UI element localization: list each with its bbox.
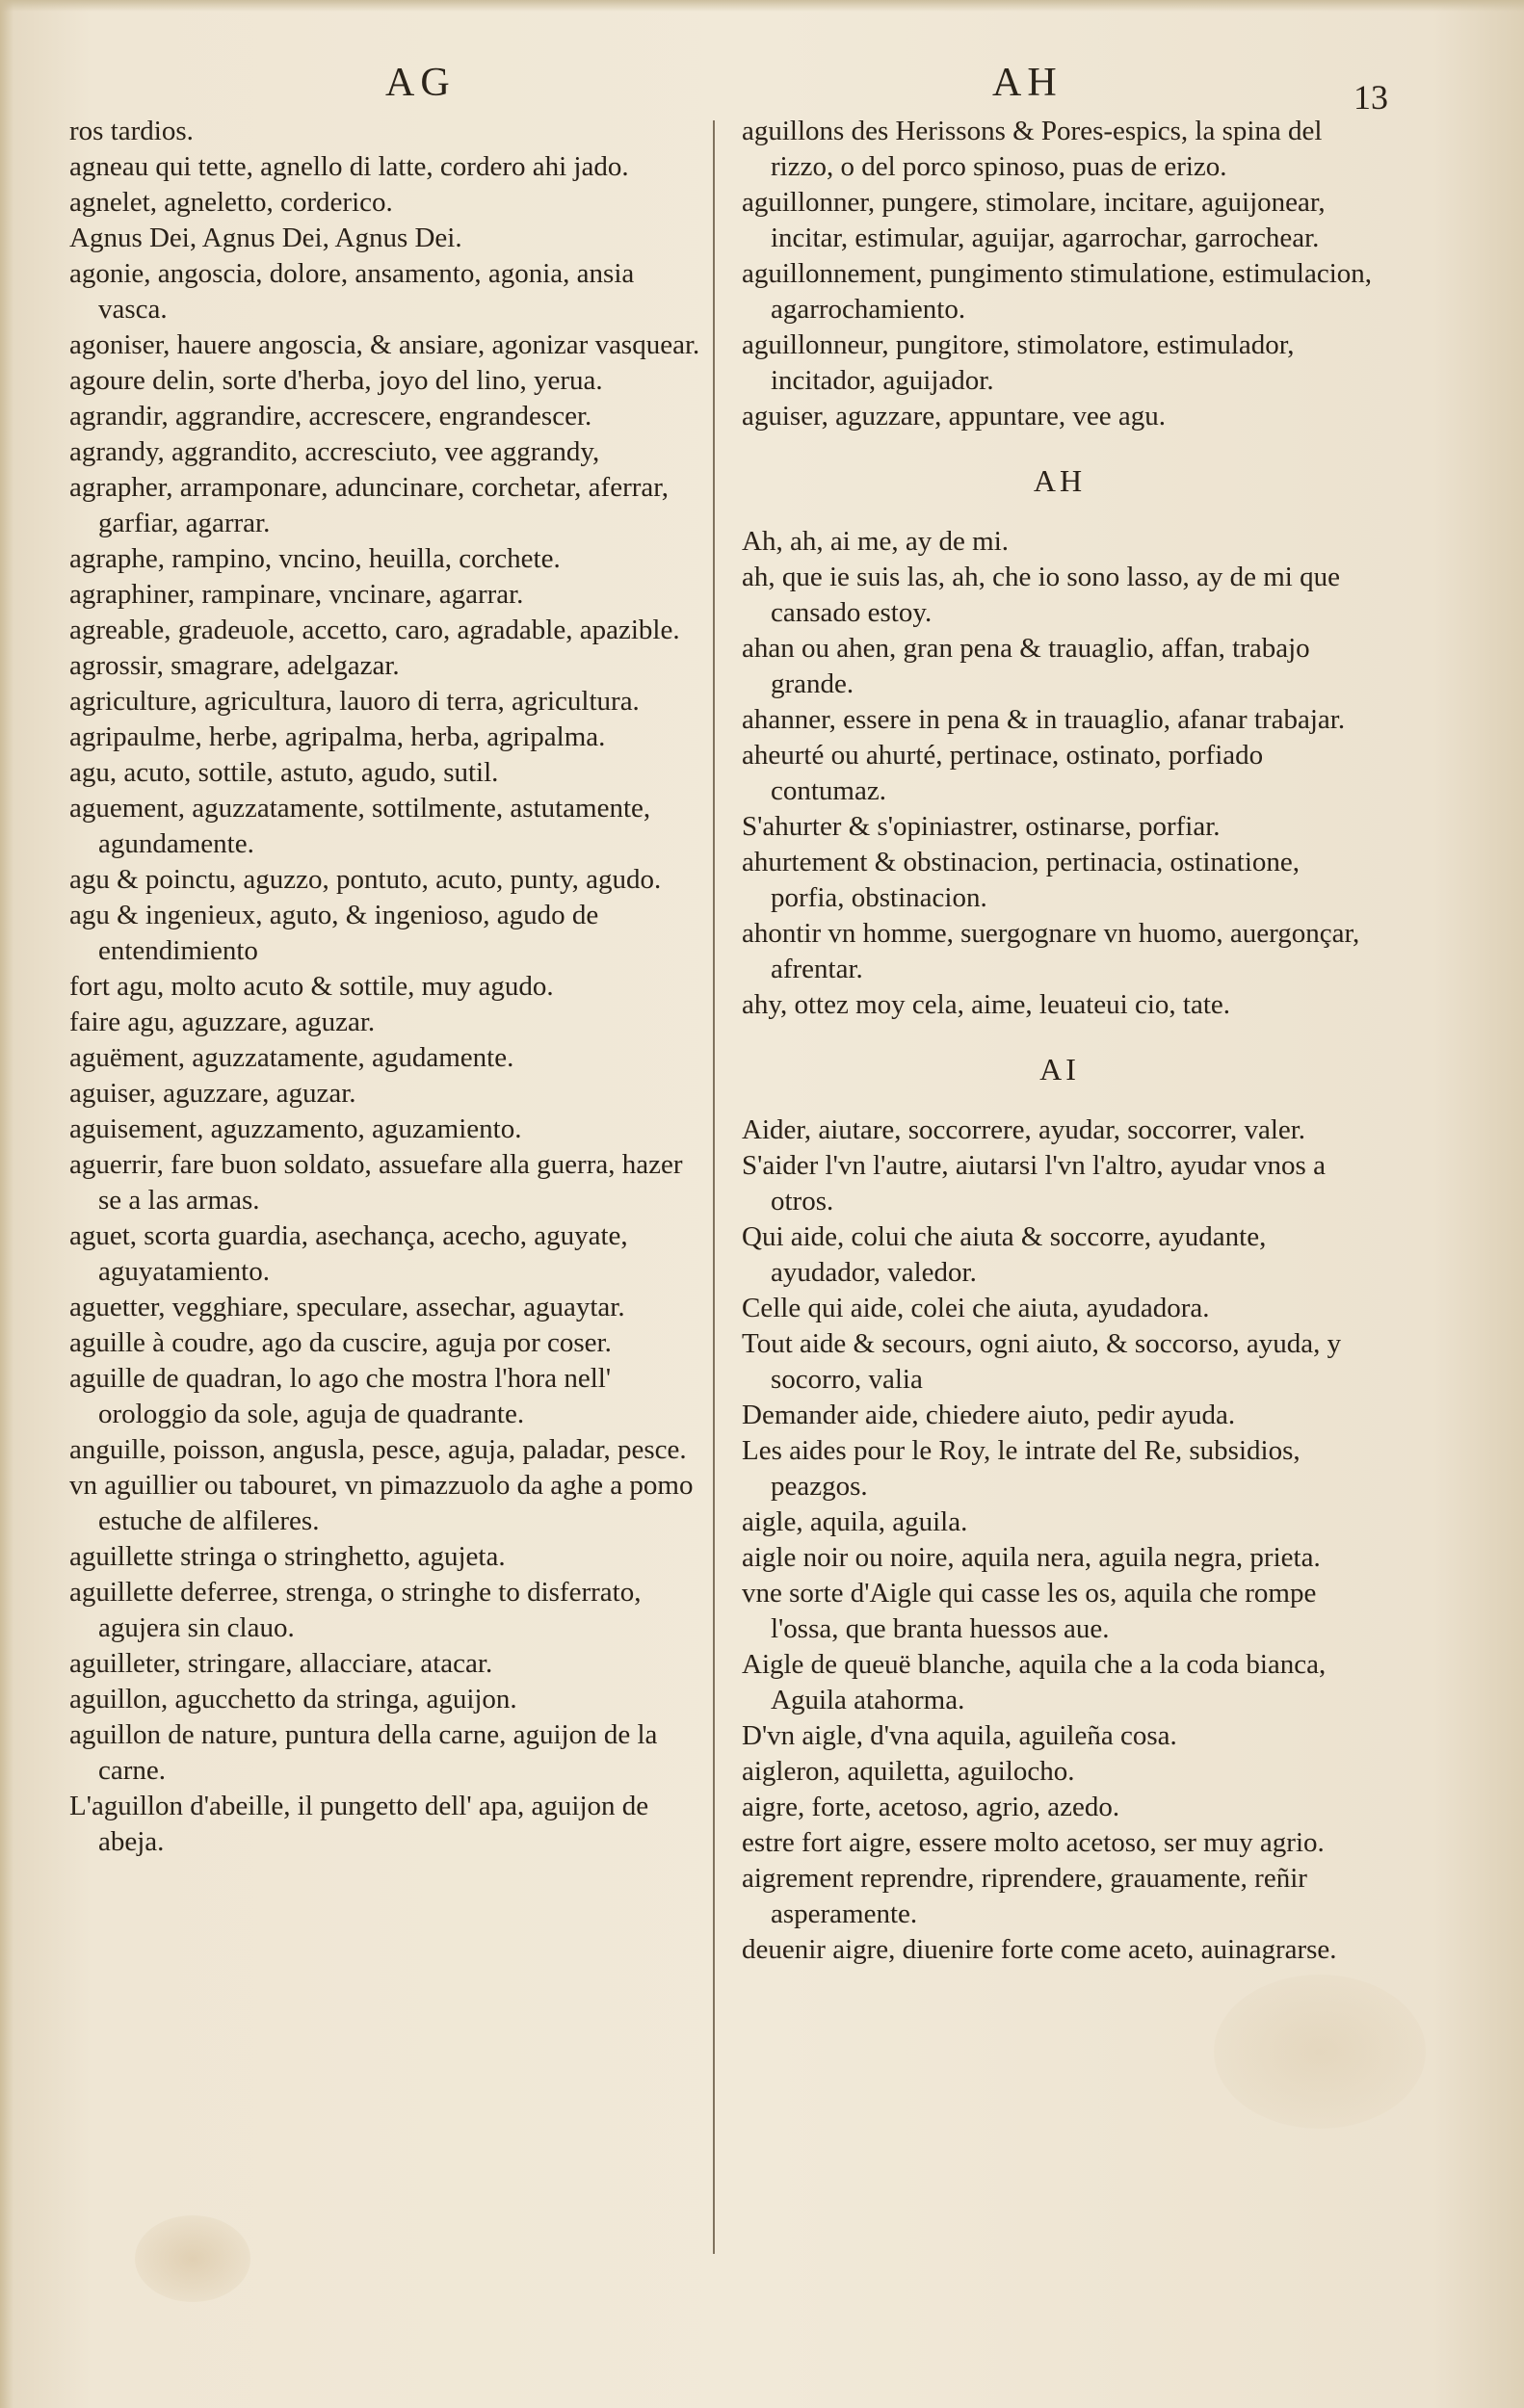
dictionary-entry: aguillon de nature, puntura della carne, aguijon de la carne. <box>69 1719 658 1786</box>
dictionary-entry: L'aguillon d'abeille, il pungetto dell' apa, aguijon de abeja. <box>69 1791 649 1857</box>
dictionary-entry: aguillette stringa o stringhetto, agujeta. <box>69 1541 506 1572</box>
dictionary-entry: Qui aide, colui che aiuta & soccorre, ayudante, ayudador, valedor. <box>742 1221 1267 1288</box>
dictionary-entry: Agnus Dei, Agnus Dei, Agnus Dei. <box>69 222 462 253</box>
dictionary-entry: Tout aide & secours, ogni aiuto, & soccorso, ayuda, y socorro, valia <box>742 1328 1342 1395</box>
dictionary-entry: aguement, aguzzatamente, sottilmente, astutamente, agundamente. <box>69 793 651 859</box>
dictionary-entry: aheurté ou ahurté, pertinace, ostinato, porfiado contumaz. <box>742 740 1264 806</box>
dictionary-entry: aguillon, agucchetto da stringa, aguijon. <box>69 1684 517 1714</box>
section-heading-ai: AI <box>1039 1052 1080 1086</box>
dictionary-entry: estre fort aigre, essere molto acetoso, ser muy agrio. <box>742 1827 1325 1858</box>
dictionary-entry: agripaulme, herbe, agripalma, herba, agripalma. <box>69 721 606 752</box>
dictionary-entry: Aider, aiutare, soccorrere, ayudar, soccorrer, valer. <box>742 1114 1306 1145</box>
dictionary-entry: ahan ou ahen, gran pena & trauaglio, affan, trabajo grande. <box>742 633 1310 699</box>
dictionary-entry: agonie, angoscia, dolore, ansamento, agonia, ansia vasca. <box>69 258 635 325</box>
dictionary-entry: agraphiner, rampinare, vncinare, agarrar. <box>69 579 524 610</box>
dictionary-entry: S'ahurter & s'opiniastrer, ostinarse, porfiar. <box>742 811 1221 842</box>
dictionary-entry: vn aguillier ou tabouret, vn pimazzuolo da aghe a pomo estuche de alfileres. <box>69 1470 694 1536</box>
dictionary-entry: agriculture, agricultura, lauoro di terra, agricultura. <box>69 686 640 717</box>
paper-stain <box>1214 1975 1426 2129</box>
dictionary-entry: aguillette deferree, strenga, o stringhe to disferrato, agujera sin clauo. <box>69 1577 642 1643</box>
dictionary-entry: agu & ingenieux, aguto, & ingenioso, agudo de entendimiento <box>69 900 599 966</box>
dictionary-entry: agoure delin, sorte d'herba, joyo del lino, yerua. <box>69 365 603 396</box>
dictionary-entry: agrandir, aggrandire, accrescere, engrandescer. <box>69 401 592 432</box>
dictionary-entry: ahanner, essere in pena & in trauaglio, afanar trabajar. <box>742 704 1346 735</box>
dictionary-entry: aigle, aquila, aguila. <box>742 1506 968 1537</box>
dictionary-entry: aguillonneur, pungitore, stimolatore, estimulador, incitador, aguijador. <box>742 329 1295 396</box>
dictionary-entry: aguillonner, pungere, stimolare, incitare, aguijonear, incitar, estimular, aguijar, agarrochar, garrochear. <box>742 187 1326 253</box>
dictionary-entry: Aigle de queuë blanche, aquila che a la coda bianca, Aguila atahorma. <box>742 1649 1327 1715</box>
dictionary-entry: aigle noir ou noire, aquila nera, aguila negra, prieta. <box>742 1542 1321 1573</box>
dictionary-entry: aigrement reprendre, riprendere, grauamente, reñir asperamente. <box>742 1863 1307 1929</box>
running-head-left: AG <box>385 61 456 105</box>
dictionary-entry: aguet, scorta guardia, asechança, acecho, aguyate, aguyatamiento. <box>69 1220 628 1287</box>
dictionary-entry: vne sorte d'Aigle qui casse les os, aquila che rompe l'ossa, que branta huessos aue. <box>742 1578 1317 1644</box>
page-edge-left <box>0 0 13 2408</box>
page-edge-top <box>0 0 1524 12</box>
dictionary-entry: ahontir vn homme, suergognare vn huomo, auergonçar, afrentar. <box>742 918 1360 984</box>
dictionary-entry: faire agu, aguzzare, aguzar. <box>69 1007 376 1037</box>
dictionary-entry: aguetter, vegghiare, speculare, assechar, aguaytar. <box>69 1292 625 1322</box>
dictionary-entry: agreable, gradeuole, accetto, caro, agradable, apazible. <box>69 615 680 645</box>
page-number: 13 <box>1353 78 1388 117</box>
dictionary-entry: aguille de quadran, lo ago che mostra l'hora nell' orologgio da sole, aguja de quadrante. <box>69 1363 612 1429</box>
dictionary-entry: aguille à coudre, ago da cuscire, aguja por coser. <box>69 1327 612 1358</box>
section-ah-entries <box>742 524 1378 1023</box>
dictionary-entry: aguëment, aguzzatamente, agudamente. <box>69 1042 514 1073</box>
dictionary-entry: agrossir, smagrare, adelgazar. <box>69 650 400 681</box>
dictionary-entry: Celle qui aide, colei che aiuta, ayudadora. <box>742 1293 1210 1323</box>
dictionary-entry: aguiser, aguzzare, aguzar. <box>69 1078 356 1109</box>
dictionary-entry: aguisement, aguzzamento, aguzamiento. <box>69 1113 522 1144</box>
dictionary-entry: agnelet, agneletto, corderico. <box>69 187 393 218</box>
dictionary-entry: deuenir aigre, diuenire forte come aceto, auinagrarse. <box>742 1934 1337 1965</box>
right-column <box>742 114 1378 1968</box>
dictionary-entry: S'aider l'vn l'autre, aiutarsi l'vn l'altro, ayudar vnos a otros. <box>742 1150 1326 1217</box>
dictionary-entry: ahy, ottez moy cela, aime, leuateui cio, tate. <box>742 989 1231 1020</box>
column-divider <box>713 120 715 2254</box>
dictionary-entry: agrapher, arramponare, aduncinare, corchetar, aferrar, garfiar, agarrar. <box>69 472 670 538</box>
dictionary-entry: agneau qui tette, agnello di latte, cordero ahi jado. <box>69 151 629 182</box>
dictionary-entry: aguillons des Herissons & Pores-espics, la spina del rizzo, o del porco spinoso, puas de erizo. <box>742 116 1323 182</box>
dictionary-entry: ah, que ie suis las, ah, che io sono lasso, ay de mi que cansado estoy. <box>742 562 1340 628</box>
dictionary-entry: fort agu, molto acuto & sottile, muy agudo. <box>69 971 554 1002</box>
dictionary-entry: agoniser, hauere angoscia, & ansiare, agonizar vasquear. <box>69 329 700 360</box>
section-ai-entries <box>742 1112 1378 1968</box>
section-heading-ah: AH <box>1033 463 1087 498</box>
dictionary-entry: Demander aide, chiedere aiuto, pedir ayuda. <box>742 1400 1236 1430</box>
left-column <box>69 114 705 1860</box>
dictionary-entry: aguerrir, fare buon soldato, assuefare alla guerra, hazer se a las armas. <box>69 1149 683 1216</box>
dictionary-entry: ros tardios. <box>69 116 194 146</box>
dictionary-entry: aguiser, aguzzare, appuntare, vee agu. <box>742 401 1167 432</box>
right-column-continuation <box>742 114 1378 434</box>
running-head-right: AH <box>992 61 1063 105</box>
dictionary-entry: aigleron, aquiletta, aguilocho. <box>742 1756 1075 1787</box>
dictionary-entry: agu, acuto, sottile, astuto, agudo, sutil. <box>69 757 499 788</box>
dictionary-entry: ahurtement & obstinacion, pertinacia, ostinatione, porfia, obstinacion. <box>742 847 1301 913</box>
dictionary-entry: agrandy, aggrandito, accresciuto, vee aggrandy, <box>69 436 600 467</box>
dictionary-entry: aguilleter, stringare, allacciare, atacar. <box>69 1648 493 1679</box>
dictionary-entry: aigre, forte, acetoso, agrio, azedo. <box>742 1792 1120 1822</box>
dictionary-entry: agu & poinctu, aguzzo, pontuto, acuto, punty, agudo. <box>69 864 662 895</box>
dictionary-entry: agraphe, rampino, vncino, heuilla, corchete. <box>69 543 561 574</box>
paper-stain <box>135 2215 250 2302</box>
dictionary-entry: Les aides pour le Roy, le intrate del Re, subsidios, peazgos. <box>742 1435 1301 1502</box>
dictionary-entry: aguillonnement, pungimento stimulatione, estimulacion, agarrochamiento. <box>742 258 1373 325</box>
dictionary-entry: anguille, poisson, angusla, pesce, aguja, paladar, pesce. <box>69 1434 687 1465</box>
dictionary-entry: D'vn aigle, d'vna aquila, aguileña cosa. <box>742 1720 1177 1751</box>
dictionary-entry: Ah, ah, ai me, ay de mi. <box>742 526 1010 557</box>
